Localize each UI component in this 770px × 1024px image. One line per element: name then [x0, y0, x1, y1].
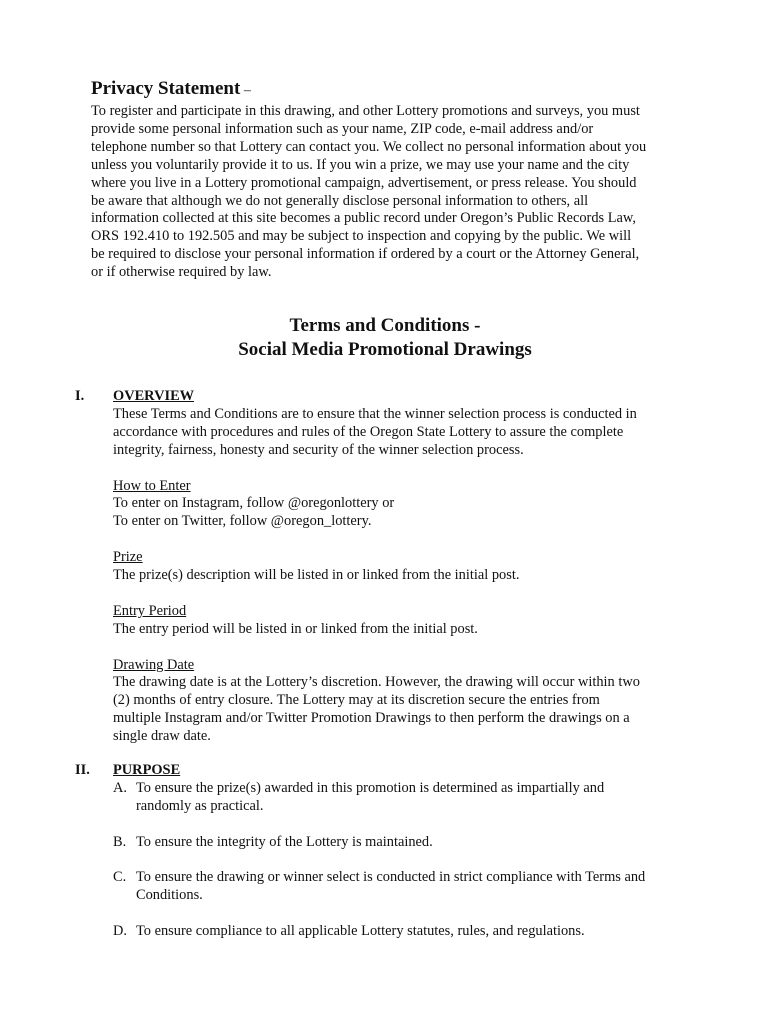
privacy-line: telephone number so that Lottery can contact you. We collect no personal information about you: [91, 138, 647, 155]
terms-title-line1: Terms and Conditions -: [289, 315, 481, 336]
terms-title-line2: Social Media Promotional Drawings: [238, 339, 532, 360]
privacy-title: [91, 77, 691, 103]
privacy-line: or if otherwise required by law.: [91, 264, 272, 281]
list-item-line: To ensure the prize(s) awarded in this promotion is determined as impartially and: [136, 779, 605, 796]
entry-period-heading: Entry Period: [113, 602, 187, 619]
terms-title: [0, 314, 770, 362]
section-overview: [75, 388, 695, 746]
how-to-enter-line: To enter on Twitter, follow @oregon_lottery.: [113, 513, 372, 530]
drawing-date-line: single draw date.: [113, 728, 211, 745]
how-to-enter-line: To enter on Instagram, follow @oregonlottery or: [113, 495, 395, 512]
overview-line: These Terms and Conditions are to ensure that the winner selection process is conducted in: [113, 405, 637, 422]
privacy-body: [91, 103, 691, 282]
list-letter: D.: [113, 923, 127, 940]
list-item-line: randomly as practical.: [136, 797, 264, 814]
privacy-line: be aware that although we do not generally disclose personal information to others, all: [91, 192, 589, 209]
list-item-line: To ensure compliance to all applicable Lottery statutes, rules, and regulations.: [136, 923, 585, 940]
drawing-date-line: The drawing date is at the Lottery’s discretion. However, the drawing will occur within two: [113, 674, 640, 691]
list-letter: C.: [113, 869, 127, 886]
list-item-line: To ensure the integrity of the Lottery is maintained.: [136, 833, 433, 850]
drawing-date-line: (2) months of entry closure. The Lottery may at its discretion secure the entries from: [113, 692, 600, 709]
privacy-title-text: Privacy Statement: [91, 78, 241, 99]
privacy-line: where you live in a Lottery promotional campaign, advertisement, or press release. You should: [91, 174, 637, 191]
privacy-line: ORS 192.410 to 192.505 and may be subject to inspection and copying by the public. We will: [91, 228, 632, 245]
drawing-date-line: multiple Instagram and/or Twitter Promotion Drawings to then perform the drawings on a: [113, 710, 630, 727]
purpose-heading: PURPOSE: [113, 762, 181, 778]
purpose-item-a: [113, 780, 695, 816]
prize-line: The prize(s) description will be listed in or linked from the initial post.: [113, 567, 520, 584]
purpose-item-b: [113, 834, 695, 852]
section-purpose: [75, 762, 695, 941]
entry-period-line: The entry period will be listed in or linked from the initial post.: [113, 620, 478, 637]
section-numeral: II.: [75, 762, 90, 778]
list-item-line: To ensure the drawing or winner select is conducted in strict compliance with Terms and: [136, 869, 646, 886]
list-item-line: Conditions.: [136, 887, 203, 904]
overview-line: accordance with procedures and rules of the Oregon State Lottery to assure the complete: [113, 423, 624, 440]
section-numeral: I.: [75, 388, 85, 404]
list-letter: A.: [113, 779, 127, 796]
overview-heading: OVERVIEW: [113, 388, 195, 404]
privacy-line: provide some personal information such as your name, ZIP code, e-mail address and/or: [91, 120, 594, 137]
privacy-line: be required to disclose your personal information if ordered by a court or the Attorney General,: [91, 246, 640, 263]
purpose-item-c: [113, 869, 695, 905]
purpose-item-d: [113, 923, 695, 941]
privacy-line: To register and participate in this drawing, and other Lottery promotions and surveys, you must: [91, 103, 640, 119]
how-to-enter-heading: How to Enter: [113, 477, 191, 494]
privacy-statement: [91, 77, 691, 282]
privacy-title-dash: –: [240, 83, 251, 98]
overview-line: integrity, fairness, honesty and security of the winner selection process.: [113, 441, 524, 458]
drawing-date-heading: Drawing Date: [113, 656, 195, 673]
prize-heading: Prize: [113, 549, 143, 566]
privacy-line: unless you voluntarily provide it to us. If you win a prize, we may use your name and the city: [91, 156, 630, 173]
privacy-line: information collected at this site becomes a public record under Oregon’s Public Records Law,: [91, 210, 636, 227]
list-letter: B.: [113, 833, 127, 850]
